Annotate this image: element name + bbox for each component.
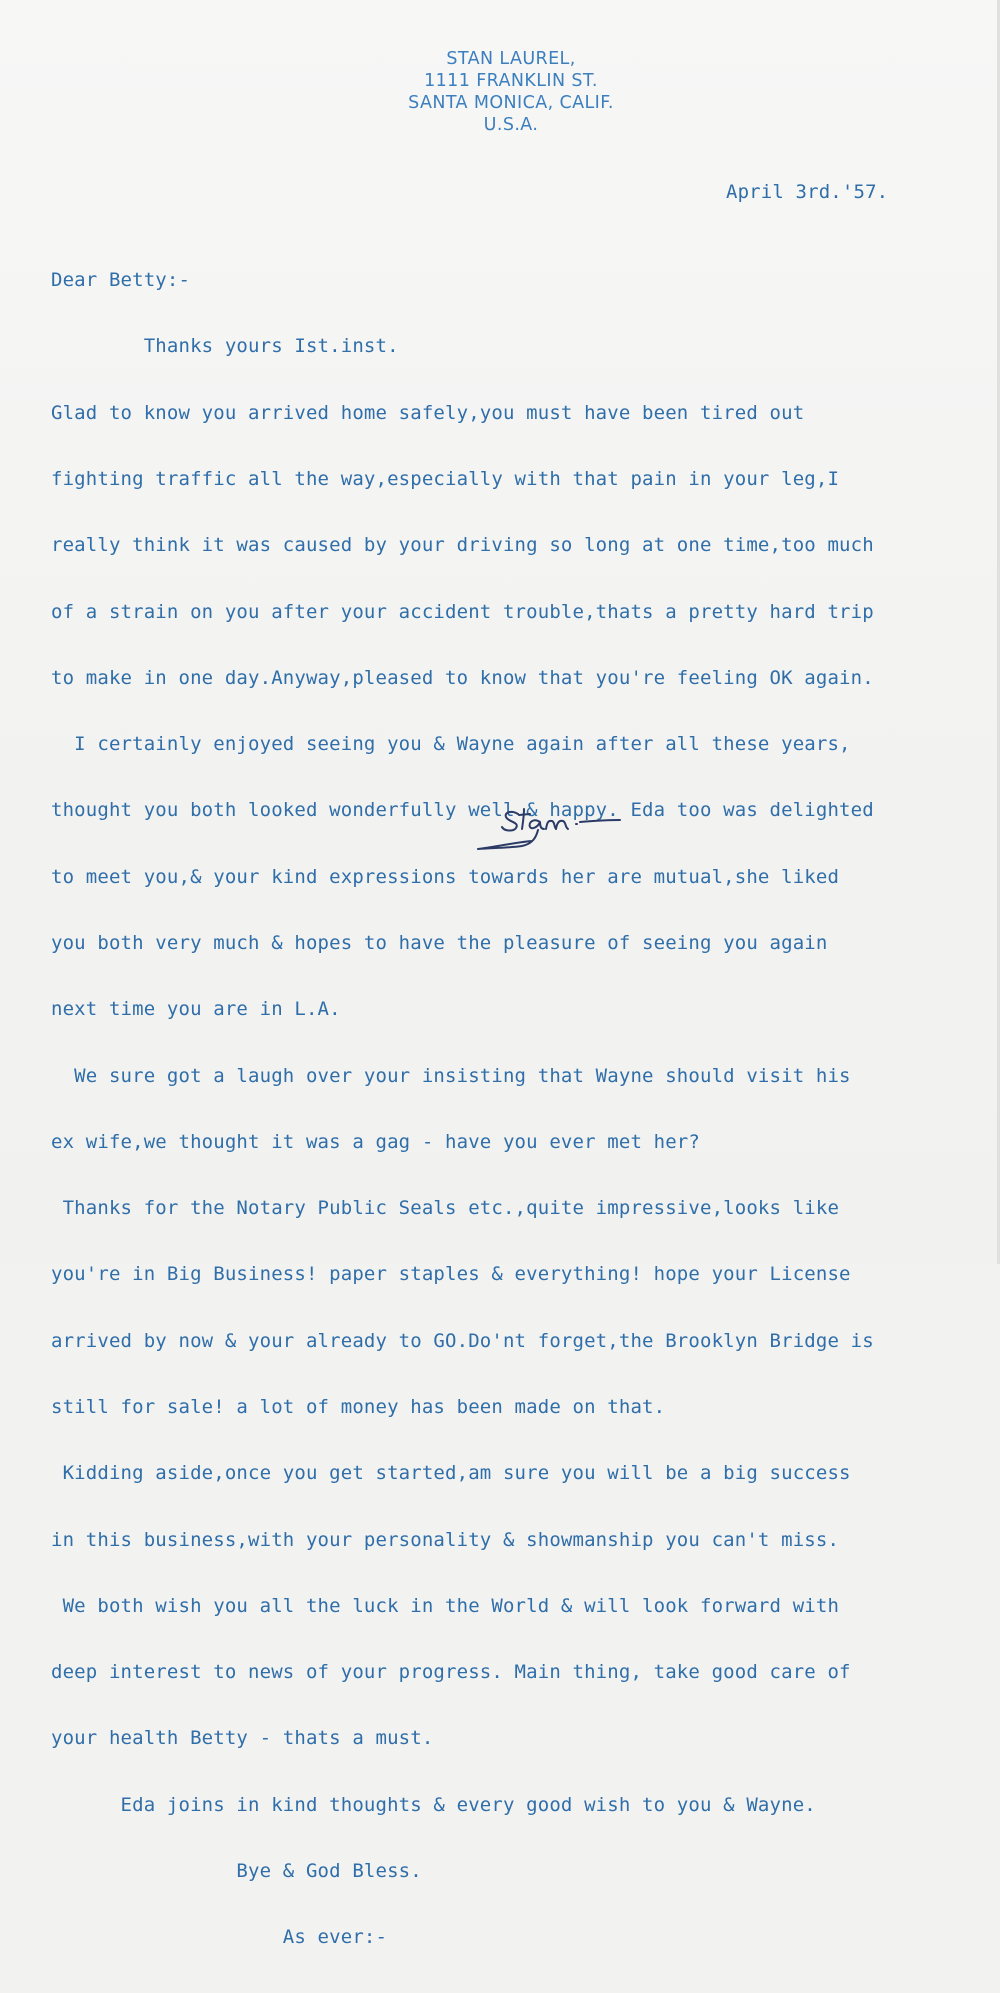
letterhead-name: STAN LAUREL, xyxy=(446,49,576,69)
body-line: you both very much & hopes to have the pleasure of seeing you again xyxy=(51,932,828,954)
body-line: still for sale! a lot of money has been made on that. xyxy=(51,1395,666,1418)
body-line: next time you are in L.A. xyxy=(51,998,341,1021)
body-line: in this business,with your personality & showmanship you can't miss. xyxy=(51,1528,840,1551)
body-line: I certainly enjoyed seeing you & Wayne again after all these years, xyxy=(51,733,851,756)
letter-date: April 3rd.'57. xyxy=(726,181,889,203)
body-line: of a strain on you after your accident trouble,thats a pretty hard trip xyxy=(51,600,874,623)
body-line: ex wife,we thought it was a gag - have you ever met her? xyxy=(51,1130,700,1153)
body-line: you're in Big Business! paper staples & everything! hope your License xyxy=(51,1263,851,1286)
body-line: Kidding aside,once you get started,am sure you will be a big success xyxy=(51,1462,851,1485)
salutation: Dear Betty:- xyxy=(51,269,191,292)
body-line: your health Betty - thats a must. xyxy=(51,1727,434,1750)
body-line: deep interest to news of your progress. Main thing, take good care of xyxy=(51,1661,851,1684)
letterhead-city: SANTA MONICA, CALIF. xyxy=(408,93,614,113)
body-line: arrived by now & your already to GO.Do'nt forget,the Brooklyn Bridge is xyxy=(51,1329,874,1352)
body-line: Glad to know you arrived home safely,you must have been tired out xyxy=(51,401,805,424)
handwritten-signature xyxy=(474,800,624,855)
body-line: fighting traffic all the way,especially with that pain in your leg,I xyxy=(51,468,840,491)
letterhead-street: 1111 FRANKLIN ST. xyxy=(424,71,598,91)
body-line: Thanks yours Ist.inst. xyxy=(51,335,399,358)
body-line: to meet you,& your kind expressions towards her are mutual,she liked xyxy=(51,865,840,888)
body-line: to make in one day.Anyway,pleased to know that you're feeling OK again. xyxy=(51,666,874,689)
body-line: really think it was caused by your driving so long at one time,too much xyxy=(51,534,874,557)
body-line: Eda joins in kind thoughts & every good wish to you & Wayne. xyxy=(51,1793,816,1816)
letterhead-country: U.S.A. xyxy=(483,115,539,135)
body-line: thought you both looked wonderfully well & happy. Eda too was delighted xyxy=(51,799,874,822)
body-line: Thanks for the Notary Public Seals etc.,quite impressive,looks like xyxy=(51,1197,840,1220)
closing-line: As ever:- xyxy=(51,1926,388,1949)
letterhead xyxy=(380,48,642,136)
body-line: Bye & God Bless. xyxy=(51,1859,422,1882)
body-line: We sure got a laugh over your insisting that Wayne should visit his xyxy=(51,1064,851,1087)
body-line: We both wish you all the luck in the World & will look forward with xyxy=(51,1594,840,1617)
letter-body xyxy=(51,225,874,1993)
